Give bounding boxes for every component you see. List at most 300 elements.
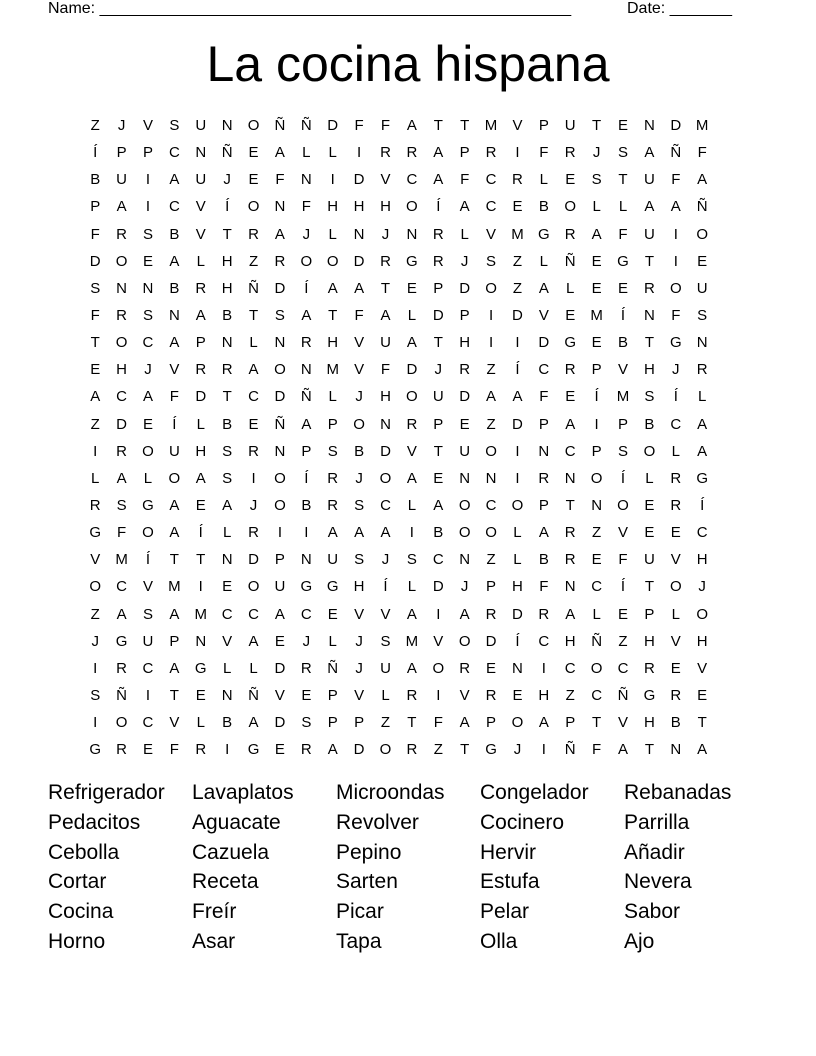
grid-letter: E — [248, 171, 259, 189]
word-list-item: Lavaplatos — [192, 781, 294, 804]
grid-row — [82, 383, 742, 410]
grid-letter: V — [354, 687, 365, 705]
grid-letter: P — [644, 605, 655, 623]
grid-letter: Í — [145, 551, 151, 569]
grid-letter: R — [485, 687, 497, 705]
grid-letter: Í — [225, 198, 230, 216]
grid-letter: Z — [90, 605, 100, 623]
grid-letter: J — [144, 361, 152, 379]
grid-letter: F — [539, 578, 549, 596]
grid-letter: B — [169, 225, 180, 243]
grid-letter: B — [538, 551, 549, 569]
grid-letter: I — [93, 442, 98, 460]
grid-letter: C — [432, 551, 444, 569]
grid-letter: V — [380, 605, 391, 623]
grid-letter: R — [670, 497, 682, 515]
word-list-item: Revolver — [336, 810, 419, 834]
grid-letter: H — [564, 632, 576, 650]
grid-letter: P — [618, 415, 629, 433]
grid-letter: A — [406, 659, 417, 677]
grid-letter: Ñ — [564, 252, 576, 270]
grid-letter: R — [696, 361, 708, 379]
grid-letter: R — [327, 497, 339, 515]
grid-letter: Ñ — [116, 687, 127, 705]
grid-letter: V — [354, 361, 365, 379]
grid-letter: N — [274, 198, 286, 216]
grid-letter: A — [433, 171, 444, 189]
grid-letter: R — [195, 741, 207, 759]
grid-letter: Ñ — [221, 144, 233, 162]
grid-letter: G — [643, 687, 656, 705]
grid-letter: E — [618, 279, 629, 297]
grid-letter: R — [432, 225, 444, 243]
grid-letter: B — [222, 307, 233, 325]
grid-letter: C — [406, 171, 418, 189]
grid-letter: R — [116, 741, 127, 759]
grid-letter: A — [565, 605, 576, 623]
grid-letter: H — [512, 578, 523, 596]
grid-letter: I — [145, 687, 151, 705]
grid-letter: R — [564, 361, 576, 379]
grid-letter: T — [618, 171, 628, 189]
grid-letter: E — [565, 171, 576, 189]
grid-letter: Í — [515, 632, 520, 650]
grid-letter: H — [538, 687, 550, 705]
grid-letter: M — [511, 225, 524, 243]
word-list-item: Cebolla — [48, 840, 120, 864]
grid-letter: Í — [172, 415, 177, 433]
grid-letter: H — [643, 361, 655, 379]
grid-letter: P — [538, 415, 549, 433]
grid-letter: I — [436, 605, 441, 623]
grid-letter: S — [301, 714, 312, 732]
grid-letter: U — [380, 334, 391, 352]
grid-letter: L — [249, 334, 258, 352]
grid-letter: V — [618, 361, 629, 379]
word-list-item: Rebanadas — [624, 781, 732, 804]
grid-letter: U — [327, 551, 339, 569]
grid-letter: A — [380, 524, 391, 542]
grid-letter: C — [591, 687, 603, 705]
grid-letter: N — [512, 659, 523, 677]
grid-letter: E — [195, 497, 206, 515]
grid-row — [82, 411, 742, 438]
grid-letter: U — [380, 659, 391, 677]
grid-letter: N — [353, 225, 365, 243]
grid-letter: A — [195, 307, 206, 325]
grid-letter: E — [222, 578, 233, 596]
grid-letter: F — [539, 388, 549, 406]
grid-letter: D — [353, 741, 365, 759]
grid-letter: D — [512, 415, 523, 433]
grid-letter: Z — [486, 551, 496, 569]
grid-letter: R — [512, 171, 523, 189]
grid-letter: I — [277, 524, 283, 542]
grid-letter: A — [406, 334, 417, 352]
grid-row — [82, 438, 742, 465]
grid-letter: I — [541, 741, 546, 759]
grid-letter: U — [432, 388, 444, 406]
grid-letter: P — [274, 551, 285, 569]
grid-letter: O — [643, 442, 656, 460]
grid-letter: C — [485, 171, 497, 189]
grid-letter: A — [433, 144, 444, 162]
grid-letter: D — [512, 307, 523, 325]
grid-row — [82, 736, 742, 763]
grid-letter: H — [327, 334, 339, 352]
grid-letter: N — [643, 117, 655, 135]
grid-letter: R — [406, 415, 418, 433]
grid-letter: N — [274, 334, 286, 352]
grid-letter: Ñ — [300, 388, 312, 406]
grid-letter: E — [90, 361, 101, 379]
grid-letter: O — [247, 198, 260, 216]
grid-letter: M — [590, 307, 603, 325]
grid-letter: U — [142, 632, 154, 650]
grid-letter: R — [643, 659, 655, 677]
grid-letter: Í — [673, 388, 678, 406]
grid-letter: Z — [512, 252, 523, 270]
grid-letter: L — [566, 279, 575, 297]
grid-letter: O — [511, 497, 524, 515]
grid-letter: A — [697, 442, 708, 460]
grid-letter: A — [380, 307, 391, 325]
grid-letter: H — [696, 551, 708, 569]
grid-letter: O — [274, 497, 286, 515]
grid-letter: O — [89, 578, 102, 596]
grid-letter: O — [115, 252, 128, 270]
grid-row — [82, 248, 742, 275]
word-list-item: Freír — [192, 900, 237, 924]
grid-letter: O — [115, 714, 128, 732]
grid-letter: O — [485, 279, 497, 297]
grid-letter: P — [142, 144, 153, 162]
grid-letter: R — [670, 469, 682, 487]
grid-letter: E — [274, 632, 285, 650]
word-list-item: Receta — [192, 870, 259, 894]
grid-letter: M — [695, 117, 709, 135]
grid-letter: J — [355, 659, 363, 677]
grid-letter: E — [248, 144, 259, 162]
grid-letter: Í — [515, 361, 520, 379]
grid-letter: T — [433, 442, 443, 460]
grid-letter: A — [327, 279, 338, 297]
grid-letter: F — [90, 225, 100, 243]
grid-letter: T — [433, 334, 443, 352]
grid-letter: C — [538, 632, 550, 650]
grid-letter: H — [696, 632, 708, 650]
grid-letter: J — [698, 578, 706, 596]
grid-letter: A — [644, 198, 655, 216]
grid-letter: N — [116, 279, 127, 297]
grid-letter: Ñ — [248, 687, 259, 705]
grid-letter: N — [459, 551, 471, 569]
grid-letter: R — [380, 144, 391, 162]
grid-letter: D — [459, 388, 471, 406]
grid-letter: P — [327, 714, 338, 732]
grid-letter: N — [300, 171, 312, 189]
grid-letter: A — [274, 605, 285, 623]
grid-letter: Z — [486, 361, 496, 379]
grid-letter: Z — [90, 117, 100, 135]
grid-letter: M — [616, 388, 630, 406]
grid-letter: N — [564, 469, 576, 487]
grid-letter: R — [89, 497, 101, 515]
grid-letter: L — [222, 659, 232, 677]
grid-row — [82, 302, 742, 329]
grid-letter: A — [169, 252, 180, 270]
grid-letter: R — [538, 605, 550, 623]
grid-letter: P — [301, 442, 312, 460]
grid-letter: O — [590, 469, 603, 487]
grid-letter: V — [222, 632, 233, 650]
grid-row — [82, 193, 742, 220]
grid-letter: D — [327, 117, 339, 135]
grid-letter: R — [116, 225, 127, 243]
grid-letter: J — [249, 497, 258, 515]
grid-letter: Í — [620, 469, 626, 487]
grid-letter: F — [275, 171, 285, 189]
grid-letter: A — [591, 225, 602, 243]
grid-letter: G — [326, 578, 339, 596]
grid-letter: P — [591, 442, 602, 460]
grid-letter: B — [222, 415, 233, 433]
grid-letter: G — [89, 524, 102, 542]
grid-letter: P — [591, 361, 602, 379]
grid-letter: Z — [618, 632, 628, 650]
grid-letter: T — [196, 551, 206, 569]
grid-letter: L — [196, 415, 205, 433]
grid-letter: T — [644, 252, 654, 270]
grid-letter: C — [564, 659, 576, 677]
grid-letter: B — [644, 415, 655, 433]
grid-letter: S — [406, 551, 417, 569]
grid-letter: O — [406, 198, 418, 216]
grid-letter: Ñ — [274, 117, 286, 135]
grid-letter: J — [355, 388, 363, 406]
grid-letter: N — [564, 578, 576, 596]
grid-letter: L — [91, 469, 100, 487]
grid-letter: R — [406, 144, 418, 162]
grid-letter: S — [486, 252, 497, 270]
grid-letter: N — [300, 551, 312, 569]
grid-letter: A — [670, 198, 681, 216]
grid-letter: D — [432, 578, 444, 596]
grid-letter: Ñ — [564, 741, 576, 759]
grid-letter: S — [222, 442, 233, 460]
grid-letter: S — [591, 171, 602, 189]
grid-letter: I — [93, 714, 98, 732]
grid-letter: F — [671, 171, 681, 189]
grid-letter: E — [670, 524, 681, 542]
grid-letter: S — [142, 307, 153, 325]
word-list-item: Pepino — [336, 840, 402, 864]
grid-letter: O — [432, 659, 445, 677]
grid-letter: R — [327, 469, 339, 487]
grid-letter: L — [592, 605, 601, 623]
grid-letter: A — [301, 307, 312, 325]
grid-letter: B — [618, 334, 629, 352]
grid-letter: N — [670, 741, 682, 759]
grid-letter: A — [459, 605, 470, 623]
word-list-item: Horno — [48, 929, 106, 953]
grid-letter: O — [115, 334, 128, 352]
grid-row — [82, 329, 742, 356]
grid-letter: O — [353, 415, 365, 433]
grid-letter: O — [274, 361, 286, 379]
grid-row — [82, 655, 742, 682]
grid-letter: L — [671, 442, 680, 460]
page-title: La cocina hispana — [206, 36, 610, 92]
grid-letter: G — [564, 334, 577, 352]
grid-letter: P — [169, 632, 180, 650]
grid-letter: V — [459, 687, 470, 705]
grid-letter: O — [168, 469, 181, 487]
grid-letter: A — [433, 497, 444, 515]
grid-letter: G — [538, 225, 550, 243]
grid-letter: T — [169, 687, 179, 705]
grid-letter: A — [327, 524, 338, 542]
grid-letter: V — [142, 578, 153, 596]
grid-letter: F — [592, 741, 602, 759]
grid-letter: H — [643, 632, 655, 650]
grid-letter: L — [671, 605, 680, 623]
grid-letter: S — [142, 605, 153, 623]
grid-letter: N — [300, 361, 312, 379]
grid-letter: B — [169, 279, 180, 297]
grid-row — [82, 601, 742, 628]
grid-letter: E — [591, 252, 602, 270]
grid-letter: T — [697, 714, 707, 732]
grid-letter: S — [142, 225, 153, 243]
grid-letter: N — [221, 551, 233, 569]
word-list-item: Cocinero — [480, 810, 565, 834]
grid-letter: R — [432, 252, 444, 270]
word-list-item: Sabor — [624, 900, 681, 924]
grid-letter: D — [512, 605, 523, 623]
grid-letter: D — [274, 659, 286, 677]
grid-letter: H — [643, 714, 655, 732]
grid-letter: F — [433, 714, 443, 732]
grid-letter: R — [195, 279, 207, 297]
grid-letter: C — [538, 361, 550, 379]
grid-letter: F — [618, 225, 628, 243]
grid-letter: Í — [304, 469, 309, 487]
grid-letter: A — [697, 415, 708, 433]
grid-letter: A — [406, 605, 417, 623]
grid-letter: C — [142, 714, 154, 732]
grid-letter: G — [300, 578, 313, 596]
grid-letter: N — [643, 307, 655, 325]
grid-letter: A — [538, 524, 549, 542]
grid-letter: P — [433, 279, 444, 297]
grid-letter: R — [195, 361, 207, 379]
grid-letter: C — [380, 497, 391, 515]
grid-letter: C — [248, 388, 259, 406]
grid-letter: C — [485, 497, 497, 515]
grid-letter: I — [673, 252, 678, 270]
grid-letter: B — [301, 497, 312, 515]
grid-letter: I — [145, 171, 151, 189]
grid-letter: T — [592, 117, 602, 135]
grid-letter: R — [459, 659, 471, 677]
grid-letter: E — [591, 551, 602, 569]
grid-letter: A — [618, 741, 629, 759]
grid-letter: E — [618, 605, 629, 623]
grid-letter: A — [274, 144, 285, 162]
grid-letter: I — [541, 659, 546, 677]
grid-letter: H — [380, 198, 391, 216]
grid-letter: Í — [620, 578, 626, 596]
grid-letter: Z — [592, 524, 602, 542]
word-list — [48, 778, 788, 957]
word-list-item: Picar — [336, 900, 384, 924]
grid-letter: J — [381, 551, 390, 569]
grid-letter: A — [697, 171, 708, 189]
grid-letter: U — [643, 225, 655, 243]
grid-letter: O — [458, 632, 471, 650]
grid-row — [82, 221, 742, 248]
grid-letter: G — [142, 497, 154, 515]
grid-letter: T — [433, 117, 443, 135]
grid-letter: V — [142, 117, 153, 135]
grid-letter: E — [406, 279, 417, 297]
grid-letter: O — [406, 388, 418, 406]
grid-letter: M — [168, 578, 181, 596]
grid-letter: V — [538, 307, 549, 325]
grid-letter: N — [142, 279, 154, 297]
grid-letter: R — [248, 524, 259, 542]
grid-letter: L — [328, 388, 337, 406]
word-list-item: Microondas — [336, 781, 445, 804]
grid-letter: L — [539, 171, 548, 189]
grid-letter: V — [90, 551, 101, 569]
grid-letter: A — [169, 497, 180, 515]
grid-row — [82, 492, 742, 519]
grid-letter: F — [90, 307, 100, 325]
grid-letter: O — [564, 198, 577, 216]
grid-letter: U — [195, 117, 207, 135]
word-list-item: Congelador — [480, 781, 589, 804]
grid-letter: O — [247, 117, 260, 135]
grid-letter: U — [116, 171, 127, 189]
grid-letter: H — [380, 388, 391, 406]
grid-letter: T — [380, 279, 391, 297]
grid-letter: D — [459, 279, 471, 297]
grid-letter: R — [248, 442, 259, 460]
grid-letter: U — [643, 551, 655, 569]
grid-letter: S — [274, 307, 285, 325]
word-list-item: Aguacate — [192, 810, 281, 834]
grid-letter: V — [670, 632, 681, 650]
word-list-item: Estufa — [480, 870, 540, 894]
grid-row — [82, 356, 742, 383]
grid-letter: T — [460, 741, 470, 759]
grid-letter: R — [485, 605, 497, 623]
grid-letter: D — [406, 361, 418, 379]
grid-letter: S — [644, 388, 655, 406]
grid-letter: I — [145, 198, 151, 216]
grid-letter: I — [330, 171, 335, 189]
grid-letter: A — [354, 279, 365, 297]
grid-row — [82, 166, 742, 193]
grid-letter: F — [354, 307, 364, 325]
grid-letter: R — [406, 741, 418, 759]
grid-letter: A — [195, 469, 206, 487]
grid-letter: T — [90, 334, 100, 352]
grid-letter: A — [644, 144, 655, 162]
grid-letter: C — [696, 524, 708, 542]
